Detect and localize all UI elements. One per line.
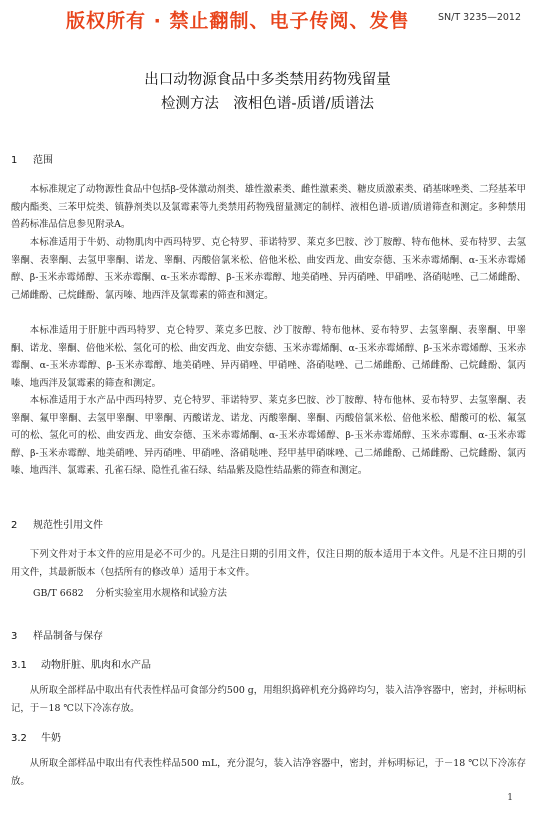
normative-reference	[33, 585, 239, 599]
section-title: 规范性引用文件	[33, 520, 103, 531]
section-3-1-paragraph: 从所取全部样品中取出有代表性样品可食部分约500 g，用组织捣碎机充分捣碎均匀，装入洁净容器中，密封，并标明标记，于－18 ℃以下冷冻存放。	[11, 685, 526, 714]
section-2-paragraph: 下列文件对于本文件的应用是必不可少的。凡是注日期的引用文件，仅注日期的版本适用于本文件。凡是不注日期的引用文件，其最新版本（包括所有的修改单）适用于本文件。	[11, 549, 526, 578]
document-title-line2: 检测方法 液相色谱-质谱/质谱法	[160, 96, 375, 112]
section-2-heading	[11, 516, 103, 531]
copyright-watermark: 版权所有 · 禁止翻制、电子传阅、发售	[66, 10, 410, 32]
section-number: 3.1	[11, 660, 27, 671]
section-title: 动物肝脏、肌肉和水产品	[41, 660, 151, 671]
reference-name: 分析实验室用水规格和试验方法	[95, 588, 227, 599]
section-3-2-paragraph: 从所取全部样品中取出有代表性样品500 mL，充分混匀，装入洁净容器中，密封，并标明标记，于－18 ℃以下冷冻存放。	[11, 758, 526, 787]
section-3-heading	[11, 627, 103, 642]
section-title: 样品制备与保存	[33, 631, 103, 642]
section-3-2-heading	[11, 729, 61, 744]
section-1-paragraph-1: 本标准规定了动物源性食品中包括β-受体激动剂类、雄性激素类、雌性激素类、糖皮质激素类、硝基咪唑类、二羟基苯甲酸内酯类、三苯甲烷类、镇静剂类以及氯霉素等九类禁用药物残留量测定的制样、液相色谱-质谱/质谱筛查和测定。多种禁用兽药标准品信息参见附录A。	[11, 184, 526, 231]
section-title: 范围	[33, 155, 53, 166]
standard-code: SN/T 3235—2012	[437, 12, 521, 23]
section-1-paragraph-3: 本标准适用于肝脏中西玛特罗、克仑特罗、莱克多巴胺、沙丁胺醇、特布他林、妥布特罗、去氢睾酮、表睾酮、甲睾酮、诺龙、睾酮、倍他米松、氢化可的松、曲安西龙、曲安奈德、玉米赤霉烯酮、α-玉米赤霉烯醇、β-玉米赤霉烯醇、玉米赤霉酮、α-玉米赤霉醇、β-玉米赤霉醇、地美硝唑、异丙硝唑、甲硝唑、洛硝哒唑、己二烯雌酚、己烯雌酚、己烷雌酚、氯丙嗪、地西泮及氯霉素的筛查和测定。	[11, 325, 526, 389]
section-number: 3.2	[11, 733, 27, 744]
section-number: 2	[11, 520, 18, 531]
section-1-paragraph-2: 本标准适用于牛奶、动物肌肉中西玛特罗、克仑特罗、菲诺特罗、莱克多巴胺、沙丁胺醇、特布他林、妥布特罗、去氢睾酮、表睾酮、去氢甲睾酮、诺龙、睾酮、丙酸倍氯米松、倍他米松、曲安西龙、曲安奈德、玉米赤霉烯酮、α-玉米赤霉烯醇、β-玉米赤霉烯醇、玉米赤霉酮、α-玉米赤霉醇、β-玉米赤霉醇、地美硝唑、异丙硝唑、甲硝唑、洛硝哒唑、己二烯雌酚、己烯雌酚、己烷雌酚、氯丙嗪、地西泮及氯霉素的筛查和测定。	[11, 237, 526, 301]
section-number: 3	[11, 631, 18, 642]
page-number: 1	[507, 793, 513, 803]
section-3-1-heading	[11, 656, 151, 671]
section-title: 牛奶	[41, 733, 61, 744]
reference-code: GB/T 6682	[33, 588, 84, 599]
document-title-line1: 出口动物源食品中多类禁用药物残留量	[144, 72, 391, 88]
section-1-paragraph-4: 本标准适用于水产品中西玛特罗、克仑特罗、菲诺特罗、莱克多巴胺、沙丁胺醇、特布他林、妥布特罗、去氢睾酮、表睾酮、氟甲睾酮、去氢甲睾酮、甲睾酮、丙酸诺龙、诺龙、丙酸睾酮、睾酮、丙酸倍氯米松、倍他米松、醋酸可的松、氟氢可的松、氢化可的松、曲安西龙、曲安奈德、玉米赤霉烯酮、α-玉米赤霉烯醇、β-玉米赤霉烯醇、玉米赤霉酮、α-玉米赤霉醇、β-玉米赤霉醇、地美硝唑、异丙硝唑、甲硝唑、洛硝哒唑、羟甲基甲硝咪唑、己二烯雌酚、己烯雌酚、己烷雌酚、氯丙嗪、地西泮、氯霉素、孔雀石绿、隐性孔雀石绿、结晶紫及隐性结晶紫的筛查和测定。	[11, 395, 526, 477]
section-number: 1	[11, 155, 18, 166]
section-1-heading	[11, 151, 53, 166]
